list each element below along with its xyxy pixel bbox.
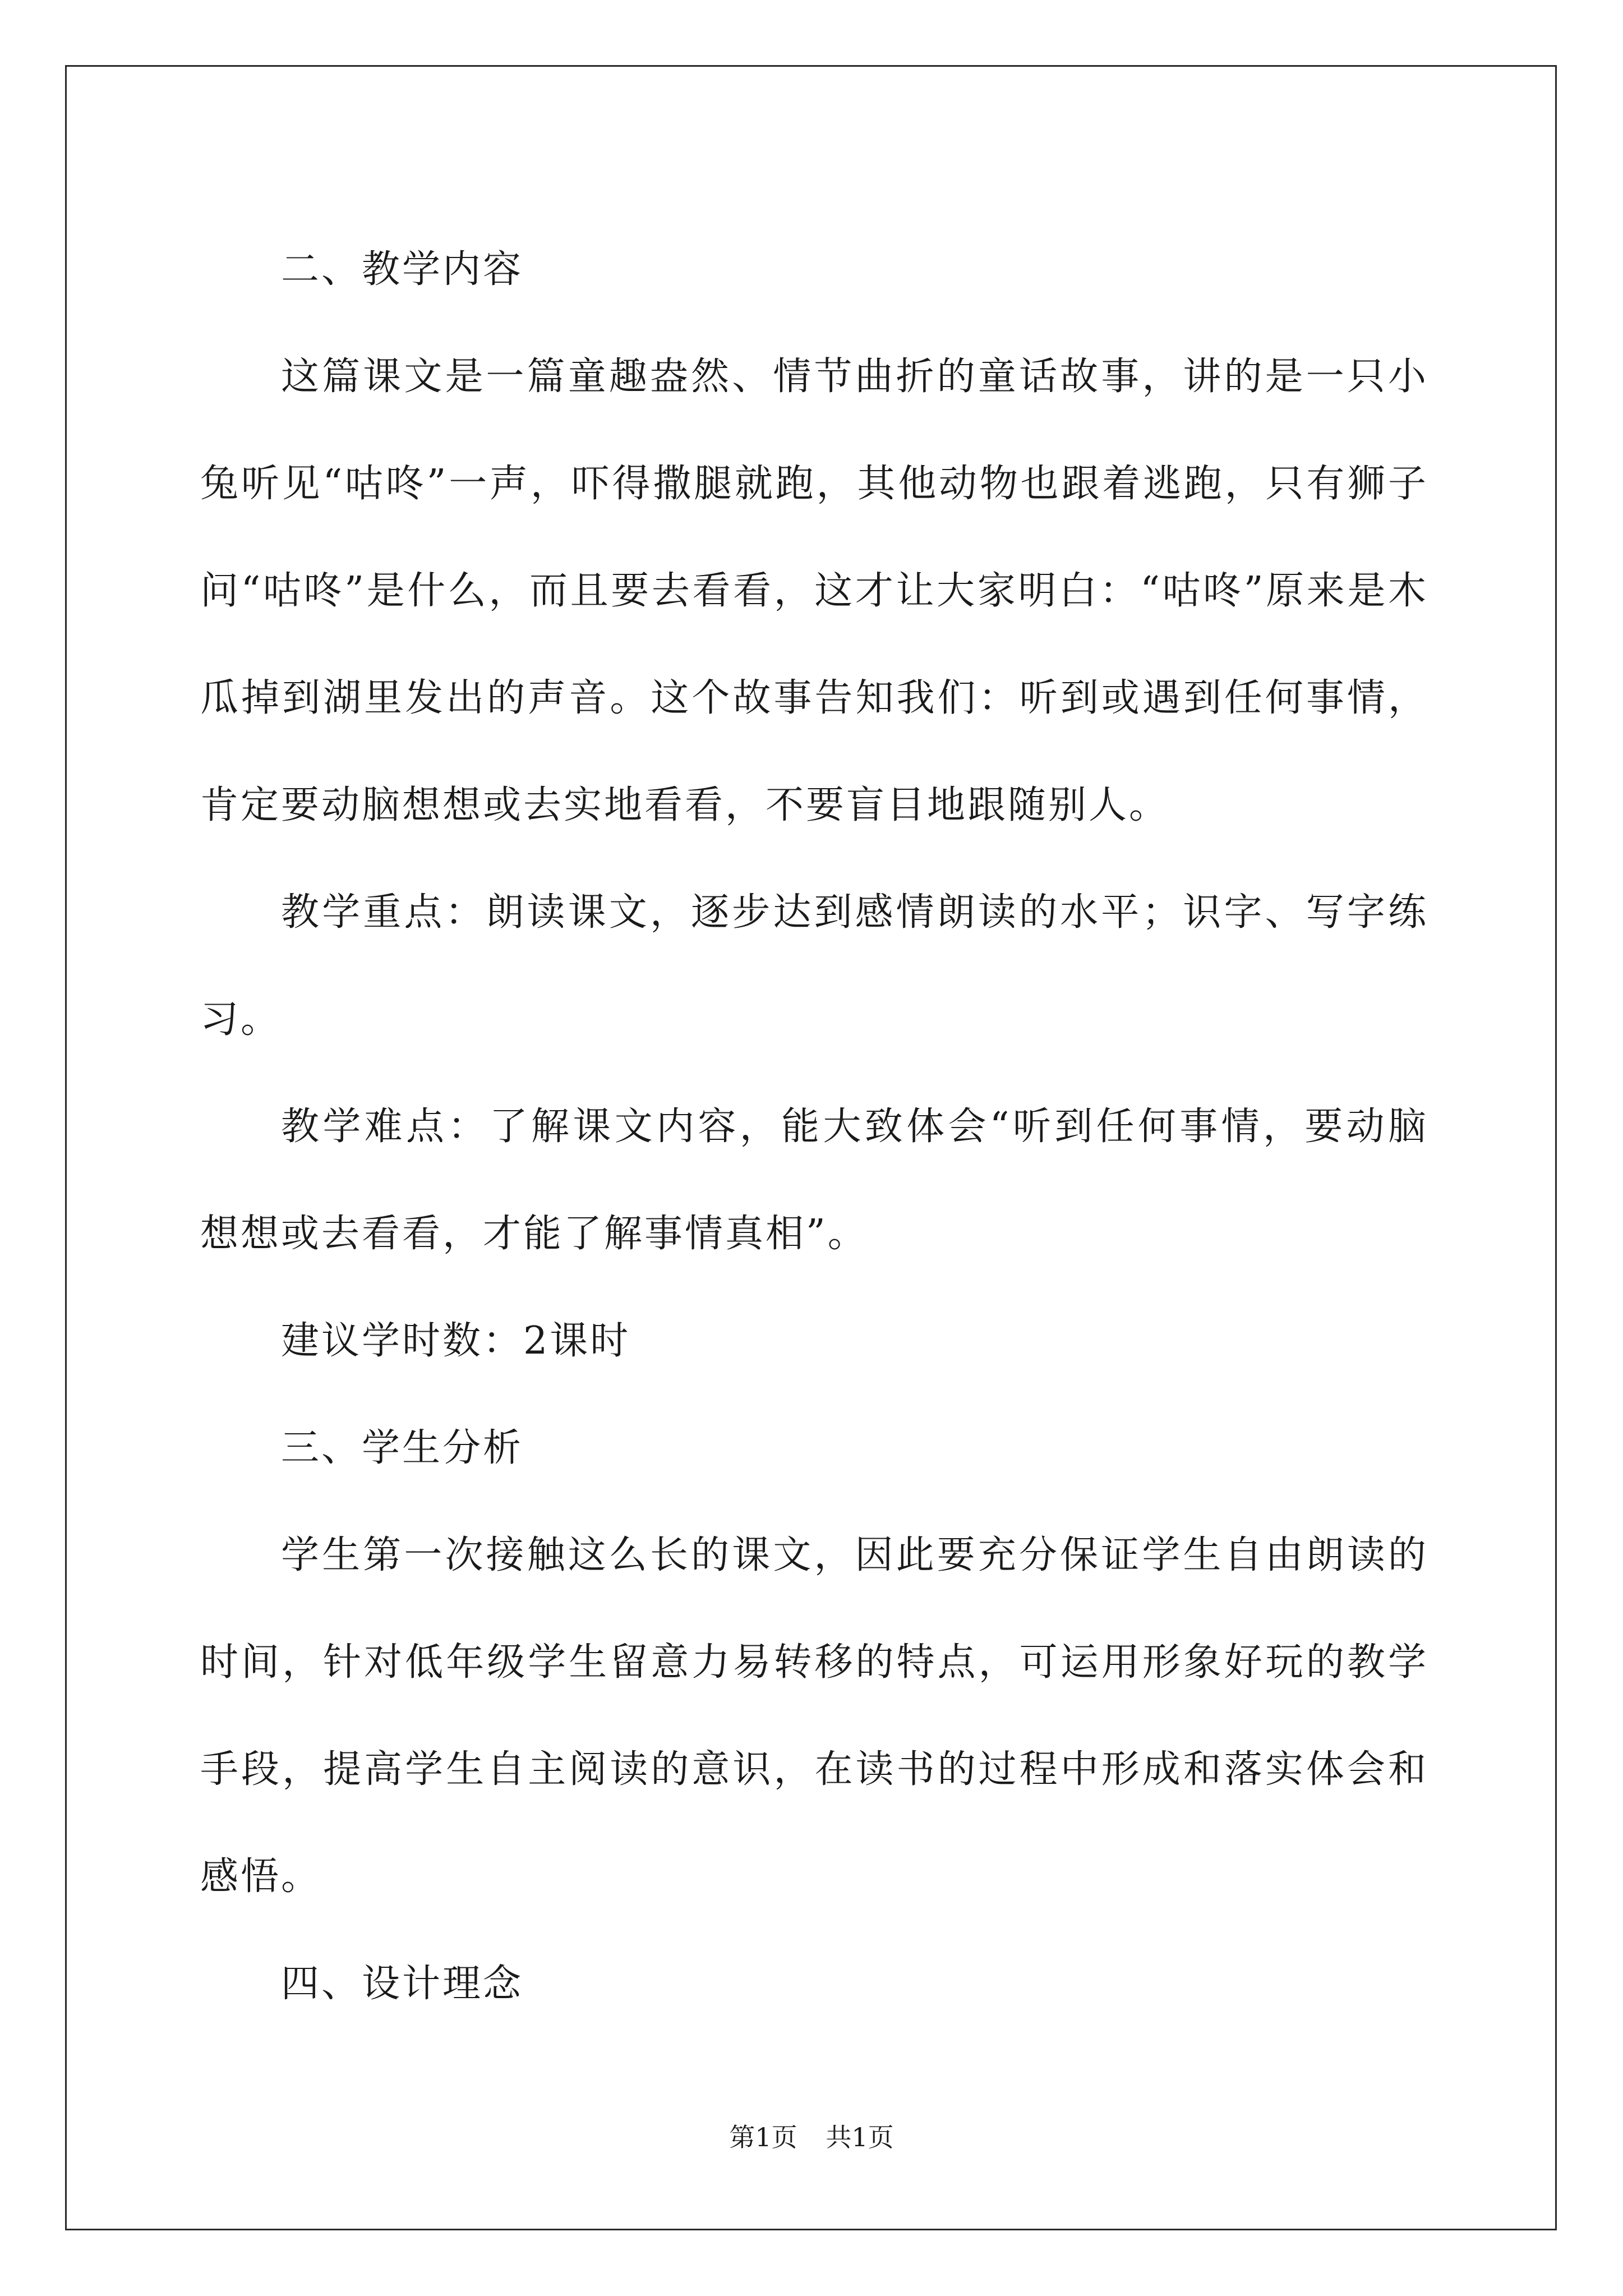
paragraph-teaching-focus: 教学重点：朗读课文，逐步达到感情朗读的水平；识字、写字练习。 <box>200 890 1428 1042</box>
section-heading-design-concept: 四、设计理念 <box>281 1962 524 2006</box>
section-heading-student-analysis: 三、学生分析 <box>281 1426 524 1470</box>
paragraph-student-analysis: 学生第一次接触这么长的课文，因此要充分保证学生自由朗读的时间，针对低年级学生留意力易转移的特点，可运用形象好玩的教学手段，提高学生自主阅读的意识，在读书的过程中形成和落实体会和感悟。 <box>200 1533 1428 1899</box>
section-heading-teaching-content: 二、教学内容 <box>281 247 524 292</box>
paragraph-suggested-hours: 建议学时数：2课时 <box>281 1319 631 1363</box>
page-number-total: 共1页 <box>826 2122 894 2152</box>
document-body <box>200 216 1428 2037</box>
paragraph-teaching-difficulty: 教学难点：了解课文内容，能大致体会“听到任何事情，要动脑想想或去看看，才能了解事情真相”。 <box>200 1105 1428 1256</box>
page-number-current: 第1页 <box>729 2122 797 2152</box>
page-footer <box>0 2120 1623 2154</box>
paragraph-lesson-summary: 这篇课文是一篇童趣盎然、情节曲折的童话故事，讲的是一只小兔听见“咕咚”一声，吓得撒腿就跑，其他动物也跟着逃跑，只有狮子问“咕咚”是什么，而且要去看看，这才让大家明白：“咕咚”原来是木瓜掉到湖里发出的声音。这个故事告知我们：听到或遇到任何事情，肯定要动脑想想或去实地看看，不要盲目地跟随别人。 <box>200 355 1428 827</box>
